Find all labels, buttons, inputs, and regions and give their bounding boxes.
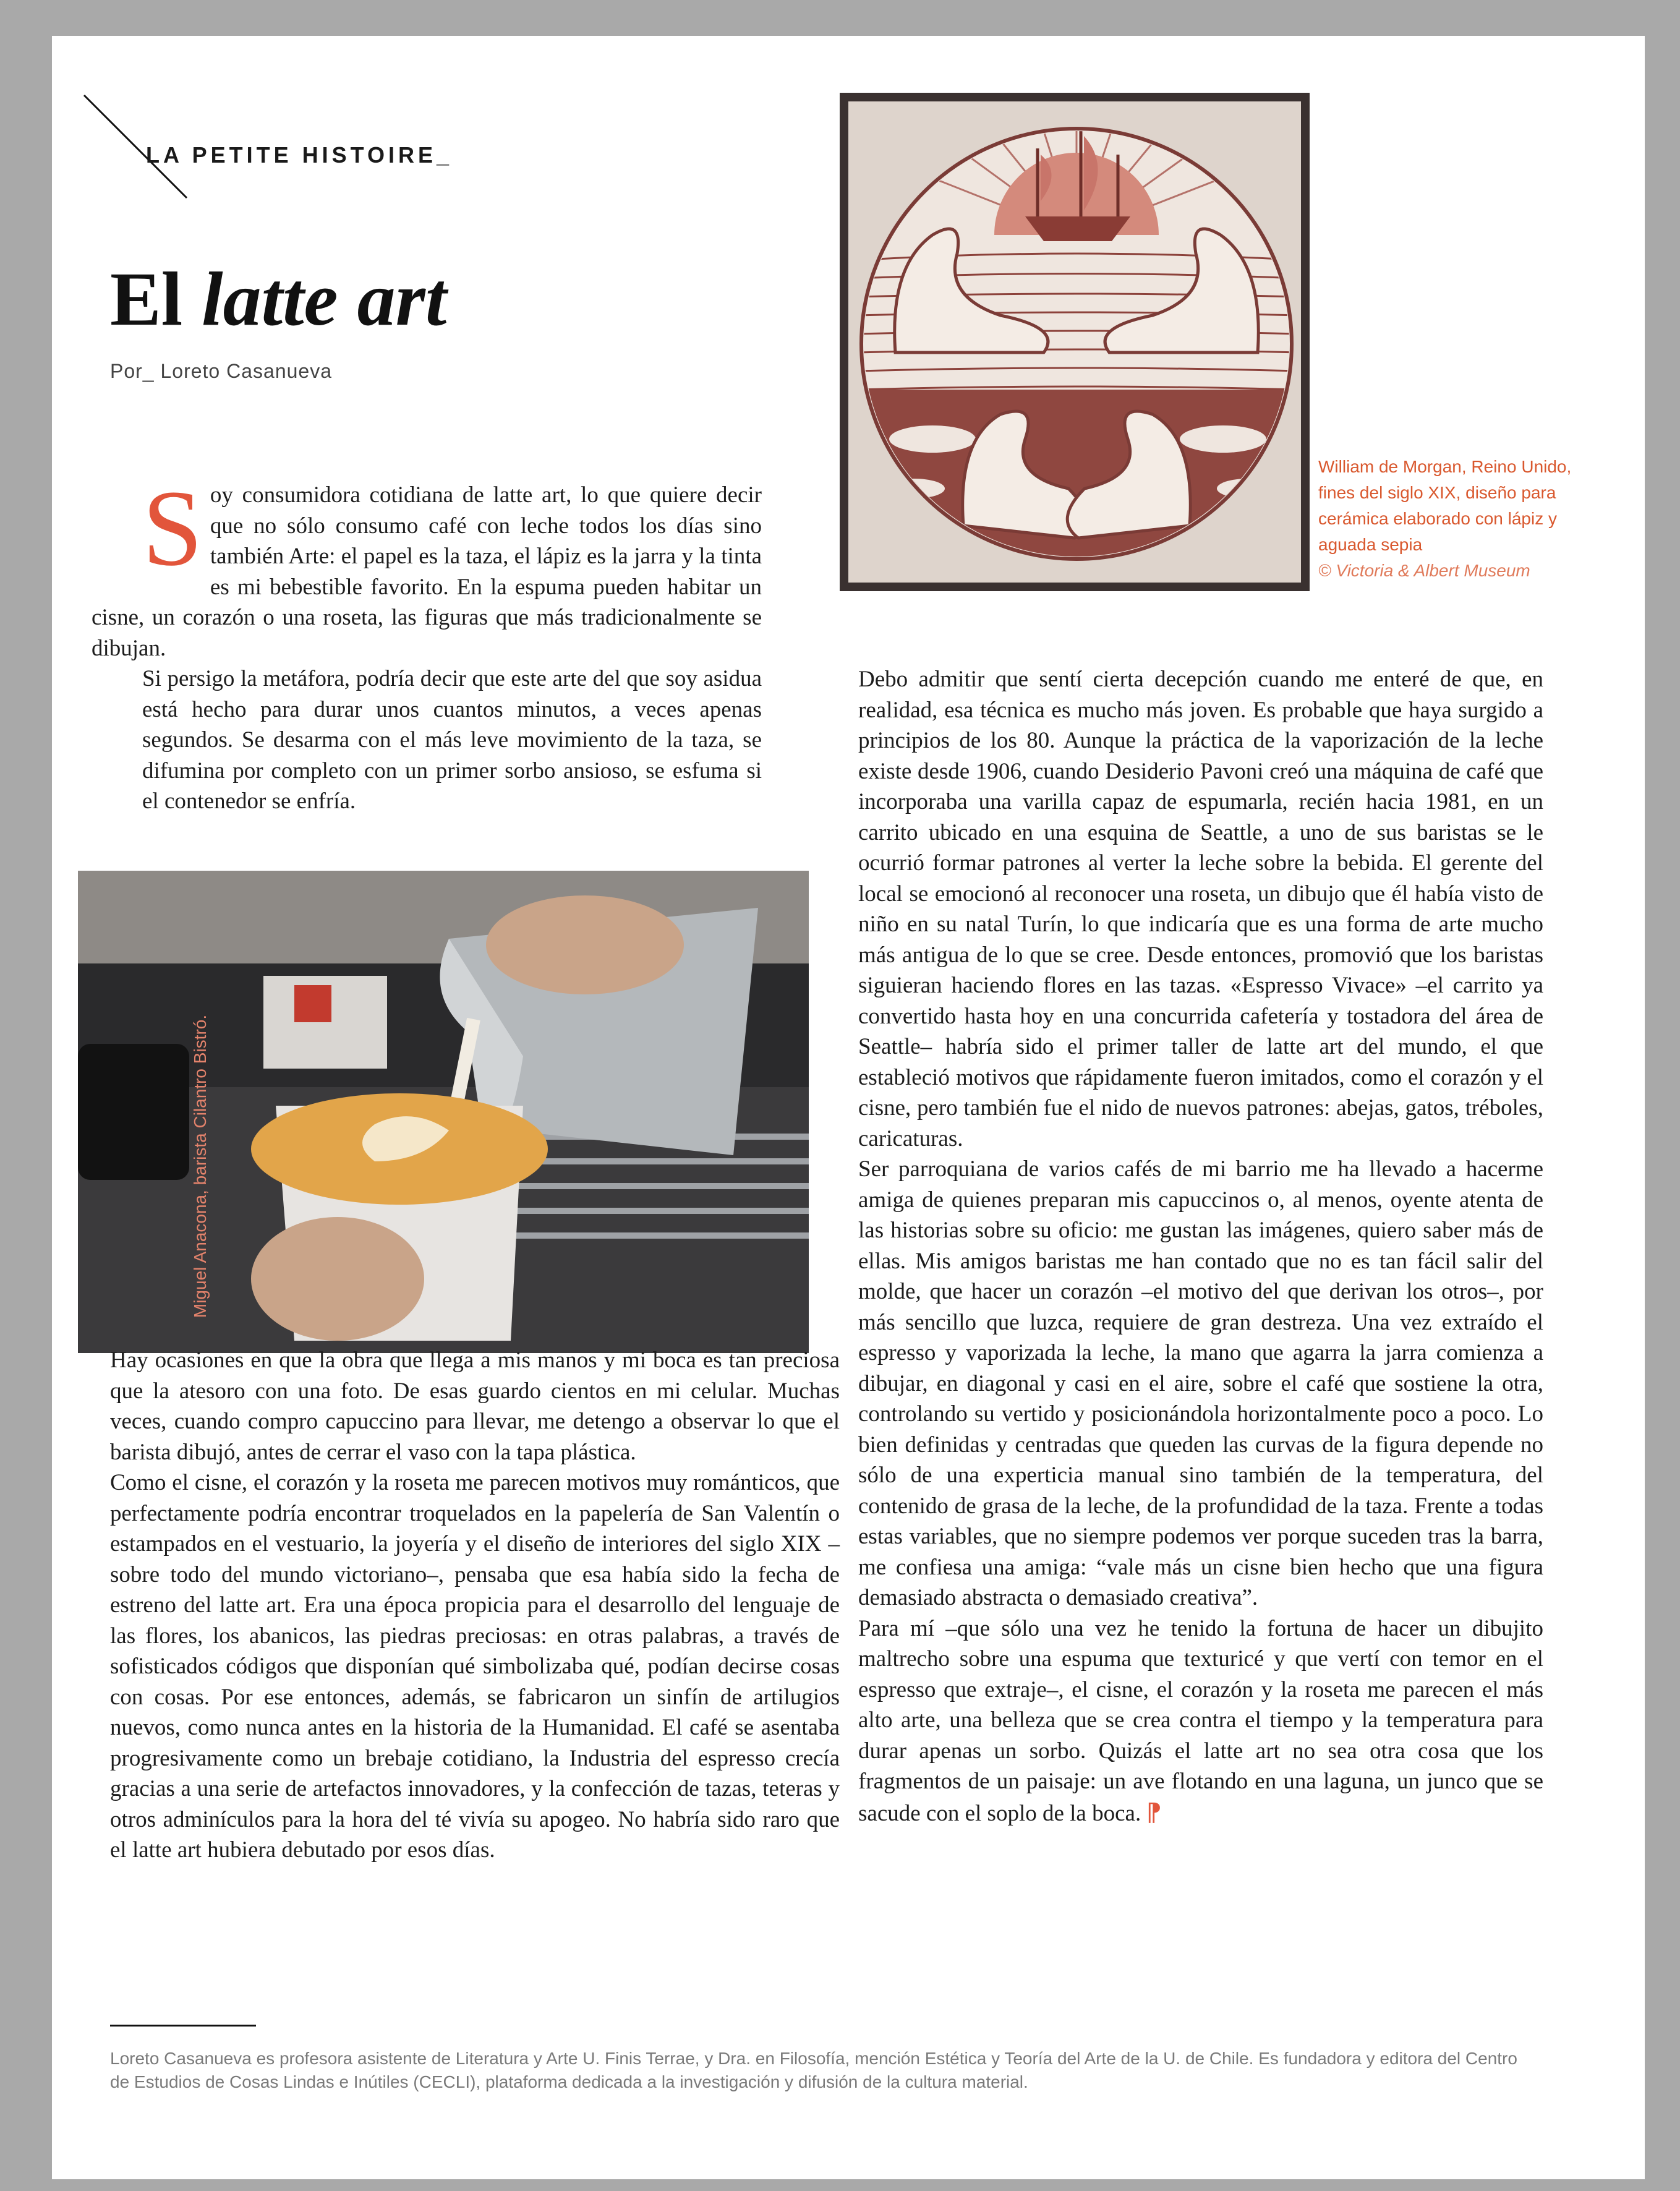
byline: Por_ Loreto Casanueva [110,360,332,382]
title-plain: El [110,257,183,341]
body-column-1-top [92,468,762,817]
magazine-page [52,36,1645,2179]
article-title [110,257,447,341]
title-italic: latte art [202,257,447,341]
paragraph-3: Hay ocasiones en que la obra que llega a mis manos y mi boca es tan preciosa que la atesoro con una foto. De esas guardo cientos en mi celular. Muchas veces, cuando compro capuccino para llevar, me detengo a observar lo que el barista dibujó, antes de cerrar el vaso con la tapa plástica. [110,1347,840,1465]
section-kicker: LA PETITE HISTOIRE_ [146,142,453,168]
caption-credit: © Victoria & Albert Museum [1318,561,1530,580]
ceramic-swans-image [840,93,1310,591]
drop-cap: S [142,468,203,589]
paragraph-6: Ser parroquiana de varios cafés de mi barrio me ha llevado a hacerme amiga de quienes preparan mis capuccinos o, al menos, oyente atenta de las historias sobre su oficio: me gustan las imágenes, quiero saber más de ellas. Mis amigos baristas me han contado que no es tan fácil salir del molde, que hacer un corazón –el motivo del que derivan los otros–, por más sencillo que luzca, requiere de gran destreza. Una vez extraído el espresso y vaporizada la leche, la mano que agarra la jarra comienza a dibujar, en diagonal y casi en el aire, sobre el café que sostiene la otra, controlando su vertido y posicionándola horizontalmente poco a poco. Lo bien definidas y centradas que queden las curvas de la figura depende no sólo de una experticia manual sino también de la temperatura, del contenido de grasa de la leche, de la profundidad de la taza. Frente a todas estas variables, que no siempre podemos ver porque suceden tras la barra, me confiesa una amiga: “vale más un cisne bien hecho que una figura demasiado abstracta o demasiado creativa”. [858,1156,1543,1610]
image-caption [1318,454,1603,584]
body-column-2 [858,664,1543,1829]
caption-text: William de Morgan, Reino Unido, fines del siglo XIX, diseño para cerámica elaborado con lápiz y aguada sepia [1318,457,1572,554]
paragraph-5: Debo admitir que sentí cierta decepción cuando me enteré de que, en realidad, esa técnica es mucho más joven. Es probable que haya surgido a principios de los 80. Aunque la práctica de la vaporización de la leche existe desde 1906, cuando Desiderio Pavoni creó una máquina de café que incorporaba una varilla capaz de espumarla, recién hacia 1981, en un carrito ubicado en una esquina de Seattle, a uno de sus baristas se le ocurrió formar patrones al verter la leche sobre la bebida. El gerente del local se emocionó al reconocer una roseta, un dibujo que él había visto de niño en su natal Turín, lo que indicaría que es una forma de arte mucho más antigua de lo que se cree. Desde entonces, promovió que los baristas siguieran haciendo flores en las tazas. «Espresso Vivace» –el carrito ya convertido hasta hoy en una concurrida cafetería y tostadora del área de Seattle– habría sido el primer taller de latte art del mundo, el que estableció motivos que rápidamente fueron imitados, como el corazón y el cisne, pero también fue el nido de nuevos patrones: abejas, gatos, tréboles, caricaturas. [858,667,1543,1151]
paragraph-1: oy consumidora cotidiana de latte art, lo que quiere decir que no sólo consumo café con leche todos los días sino también Arte: el papel es la taza, el lápiz es la jarra y la tinta es mi bebestible favorito. En la espuma pueden habitar un cisne, un corazón o una roseta, las figuras que más tradicionalmente se dibujan. [92,482,762,661]
paragraph-2: Si persigo la metáfora, podría decir que este arte del que soy asidua está hecho para durar unos cuantos minutos, a veces apenas segundos. Se desarma con el más leve movimiento de la taza, se difumina por completo con un primer sorbo ansioso, se esfuma si el contenedor se enfría. [142,666,762,814]
latte-pour-image [78,871,809,1353]
author-bio: Loreto Casanueva es profesora asistente de Literatura y Arte U. Finis Terrae, y Dra. en Filosofía, mención Estética y Teoría del Arte de la U. de Chile. Es fundadora y editora del Centro de Estudios de Cosas Lindas e Inútiles (CECLI), plataforma dedicada a la investigación y difusión de la cultura material. [110,2049,1517,2091]
end-mark-icon: ⁋ [1146,1798,1162,1826]
body-column-1-bottom [110,1345,840,1866]
footer-divider [110,2025,256,2027]
paragraph-7: Para mí –que sólo una vez he tenido la fortuna de hacer un dibujito maltrecho sobre una espuma que texturicé y que vertí con temor en el espresso que extraje–, el cisne, el corazón y la roseta me parecen el más alto arte, una belleza que se crea contra el tiempo y la temperatura para durar apenas un sorbo. Quizás el latte art no sea otra cosa que los fragmentos de un paisaje: un ave flotando en una laguna, un junco que se sacude con el soplo de la boca. [858,1615,1543,1826]
paragraph-4: Como el cisne, el corazón y la roseta me parecen motivos muy románticos, que perfectamente podría encontrar troquelados en la papelería de San Valentín o estampados en el vestuario, la joyería y el diseño de interiores del siglo XIX –sobre todo del mundo victoriano–, pensaba que esa había sido la fecha de estreno del latte art. Era una época propicia para el desarrollo del lenguaje de las flores, los abanicos, las piedras preciosas: en otras palabras, a través de sofisticados códigos que disponían qué simbolizaba qué, podían decirse cosas con cosas. Por ese entonces, además, se fabricaron un sinfín de artilugios nuevos, como nunca antes en la historia de la Humanidad. El café se asentaba progresivamente como un brebaje cotidiano, la Industria del espresso crecía gracias a una serie de artefactos innovadores, y la confección de tazas, teteras y otros adminículos para la hora del té vivía su apogeo. No habría sido raro que el latte art hubiera debutado por esos días. [110,1470,840,1863]
photo-credit-vertical: Miguel Anacona, barista Cilantro Bistró. [190,1014,210,1318]
